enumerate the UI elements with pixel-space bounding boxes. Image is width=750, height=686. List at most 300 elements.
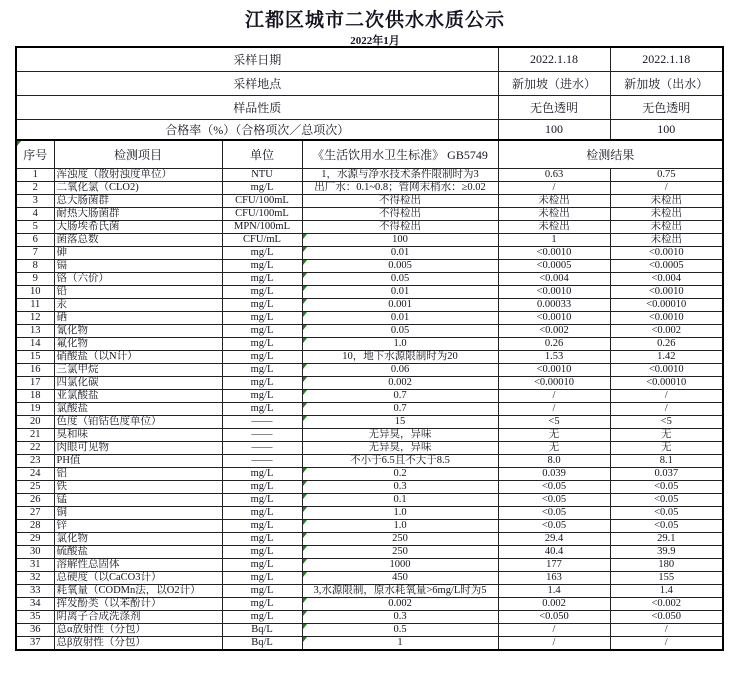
- item-name: 大肠埃希氏菌: [54, 220, 222, 233]
- results-tbody: [16, 168, 723, 650]
- row-number: 33: [16, 584, 54, 597]
- item-name: 肉眼可见物: [54, 441, 222, 454]
- item-name: 汞: [54, 298, 222, 311]
- sampling-date-row: [16, 47, 723, 71]
- row-number: 9: [16, 272, 54, 285]
- result-outlet: <0.0005: [610, 259, 723, 272]
- result-outlet: <0.002: [610, 597, 723, 610]
- item-name: 铬（六价）: [54, 272, 222, 285]
- table-row: [16, 285, 723, 298]
- table-row: [16, 467, 723, 480]
- item-unit: mg/L: [222, 272, 302, 285]
- item-unit: mg/L: [222, 350, 302, 363]
- col-header-no: [16, 140, 54, 168]
- item-unit: CFU/100mL: [222, 207, 302, 220]
- standard-cell: [302, 441, 498, 454]
- excel-flag-icon: [303, 507, 307, 512]
- item-unit: mg/L: [222, 506, 302, 519]
- standard-value: 不小于6.5且不大于8.5: [350, 454, 450, 466]
- item-unit: mg/L: [222, 337, 302, 350]
- result-inlet: 0.26: [498, 337, 610, 350]
- item-unit: mg/L: [222, 610, 302, 623]
- row-number: 31: [16, 558, 54, 571]
- item-name: 镉: [54, 259, 222, 272]
- standard-cell: [302, 181, 498, 194]
- item-unit: mg/L: [222, 402, 302, 415]
- row-number: 36: [16, 623, 54, 636]
- result-inlet: <0.00010: [498, 376, 610, 389]
- standard-value: 1.0: [393, 519, 407, 531]
- item-unit: Bq/L: [222, 636, 302, 650]
- result-inlet: 无: [498, 428, 610, 441]
- item-unit: mg/L: [222, 311, 302, 324]
- item-name: 阴离子合成洗涤剂: [54, 610, 222, 623]
- sample-nature-row: [16, 95, 723, 119]
- excel-flag-icon: [303, 299, 307, 304]
- row-number: 24: [16, 467, 54, 480]
- item-unit: mg/L: [222, 493, 302, 506]
- result-inlet: /: [498, 402, 610, 415]
- row-number: 13: [16, 324, 54, 337]
- sampling-location-label: 采样地点: [16, 71, 498, 95]
- standard-value: 0.2: [393, 467, 407, 479]
- item-name: 臭和味: [54, 428, 222, 441]
- result-inlet: 29.4: [498, 532, 610, 545]
- result-outlet: 无: [610, 441, 723, 454]
- sampling-location-outlet: 新加坡（出水）: [610, 71, 723, 95]
- item-unit: mg/L: [222, 324, 302, 337]
- pass-rate-inlet: 100: [498, 119, 610, 140]
- item-name: 砷: [54, 246, 222, 259]
- item-name: 铁: [54, 480, 222, 493]
- table-row: [16, 324, 723, 337]
- standard-value: 出厂水：0.1~0.8；管网末梢水：≥0.02: [314, 181, 486, 193]
- table-row: [16, 402, 723, 415]
- result-inlet: 0.63: [498, 168, 610, 181]
- row-number: 12: [16, 311, 54, 324]
- item-name: 菌落总数: [54, 233, 222, 246]
- item-unit: mg/L: [222, 597, 302, 610]
- item-unit: mg/L: [222, 532, 302, 545]
- row-number: 4: [16, 207, 54, 220]
- result-outlet: /: [610, 181, 723, 194]
- row-number: 3: [16, 194, 54, 207]
- result-outlet: 0.75: [610, 168, 723, 181]
- item-unit: mg/L: [222, 519, 302, 532]
- result-inlet: <0.0010: [498, 285, 610, 298]
- row-number: 37: [16, 636, 54, 650]
- excel-flag-icon: [303, 611, 307, 616]
- result-inlet: <0.0010: [498, 363, 610, 376]
- result-outlet: /: [610, 389, 723, 402]
- sampling-date-outlet: 2022.1.18: [610, 47, 723, 71]
- result-inlet: <0.002: [498, 324, 610, 337]
- standard-cell: [302, 454, 498, 467]
- excel-flag-icon: [303, 260, 307, 265]
- row-number: 8: [16, 259, 54, 272]
- standard-value: 1.0: [393, 506, 407, 518]
- item-name: 总α放射性（分包）: [54, 623, 222, 636]
- info-section: [16, 47, 723, 168]
- standard-value: 15: [394, 415, 406, 427]
- standard-value: 0.005: [388, 259, 412, 271]
- result-outlet: 180: [610, 558, 723, 571]
- col-header-no-label: 序号: [23, 147, 48, 162]
- excel-flag-icon: [303, 559, 307, 564]
- item-unit: mg/L: [222, 480, 302, 493]
- result-inlet: <0.05: [498, 506, 610, 519]
- table-row: [16, 480, 723, 493]
- table-row: [16, 584, 723, 597]
- table-row: [16, 259, 723, 272]
- result-inlet: 0.002: [498, 597, 610, 610]
- item-unit: ——: [222, 428, 302, 441]
- col-header-unit: 单位: [222, 140, 302, 168]
- table-row: [16, 636, 723, 650]
- row-number: 19: [16, 402, 54, 415]
- item-unit: ——: [222, 441, 302, 454]
- item-name: PH值: [54, 454, 222, 467]
- row-number: 28: [16, 519, 54, 532]
- row-number: 16: [16, 363, 54, 376]
- item-name: 硝酸盐（以N计）: [54, 350, 222, 363]
- excel-flag-icon: [303, 247, 307, 252]
- result-inlet: /: [498, 623, 610, 636]
- item-unit: mg/L: [222, 545, 302, 558]
- item-name: 挥发酚类（以苯酚计）: [54, 597, 222, 610]
- result-inlet: 1: [498, 233, 610, 246]
- item-name: 氯酸盐: [54, 402, 222, 415]
- pass-rate-label: 合格率（%）（合格项次／总项次）: [16, 119, 498, 140]
- result-outlet: 29.1: [610, 532, 723, 545]
- excel-flag-icon: [303, 416, 307, 421]
- standard-cell: [302, 285, 498, 298]
- result-outlet: /: [610, 402, 723, 415]
- table-row: [16, 454, 723, 467]
- result-outlet: 0.26: [610, 337, 723, 350]
- standard-cell: [302, 428, 498, 441]
- table-row: [16, 571, 723, 584]
- table-row: [16, 220, 723, 233]
- standard-cell: [302, 194, 498, 207]
- standard-cell: [302, 363, 498, 376]
- standard-value: 0.002: [388, 376, 412, 388]
- result-inlet: 163: [498, 571, 610, 584]
- item-name: 铅: [54, 285, 222, 298]
- item-name: 硫酸盐: [54, 545, 222, 558]
- excel-flag-icon: [303, 468, 307, 473]
- excel-flag-icon: [303, 598, 307, 603]
- standard-cell: [302, 350, 498, 363]
- page-title: 江都区城市二次供水水质公示: [244, 10, 505, 31]
- result-outlet: 1.42: [610, 350, 723, 363]
- result-outlet: <0.00010: [610, 298, 723, 311]
- standard-cell: [302, 493, 498, 506]
- standard-value: 1.0: [393, 337, 407, 349]
- result-outlet: 未检出: [610, 207, 723, 220]
- table-row: [16, 441, 723, 454]
- row-number: 17: [16, 376, 54, 389]
- result-outlet: <0.0010: [610, 246, 723, 259]
- excel-flag-icon: [303, 312, 307, 317]
- result-outlet: /: [610, 623, 723, 636]
- result-inlet: 1.4: [498, 584, 610, 597]
- standard-cell: [302, 233, 498, 246]
- standard-value: 1000: [389, 558, 411, 570]
- excel-flag-icon: [303, 273, 307, 278]
- standard-value: 1，水源与净水技术条件限制时为3: [321, 168, 479, 180]
- item-unit: CFU/mL: [222, 233, 302, 246]
- result-inlet: 8.0: [498, 454, 610, 467]
- result-outlet: <0.0010: [610, 285, 723, 298]
- row-number: 20: [16, 415, 54, 428]
- result-outlet: <5: [610, 415, 723, 428]
- item-unit: ——: [222, 454, 302, 467]
- item-name: 色度（铂钴色度单位）: [54, 415, 222, 428]
- item-name: 总大肠菌群: [54, 194, 222, 207]
- standard-cell: [302, 480, 498, 493]
- result-inlet: <0.05: [498, 519, 610, 532]
- row-number: 2: [16, 181, 54, 194]
- result-inlet: /: [498, 636, 610, 650]
- item-name: 溶解性总固体: [54, 558, 222, 571]
- item-name: 氯化物: [54, 532, 222, 545]
- excel-flag-icon: [303, 572, 307, 577]
- row-number: 27: [16, 506, 54, 519]
- item-unit: ——: [222, 415, 302, 428]
- table-row: [16, 233, 723, 246]
- item-name: 二氧化氯（CLO2): [54, 181, 222, 194]
- item-unit: CFU/100mL: [222, 194, 302, 207]
- standard-cell: [302, 415, 498, 428]
- table-row: [16, 337, 723, 350]
- table-row: [16, 298, 723, 311]
- standard-value: 0.001: [388, 298, 412, 310]
- result-inlet: <0.0010: [498, 311, 610, 324]
- result-inlet: 未检出: [498, 207, 610, 220]
- standard-value: 不得检出: [379, 194, 421, 206]
- excel-flag-icon: [303, 325, 307, 330]
- standard-value: 0.01: [390, 311, 410, 323]
- result-inlet: 未检出: [498, 220, 610, 233]
- standard-cell: [302, 207, 498, 220]
- standard-cell: [302, 272, 498, 285]
- result-inlet: 1.53: [498, 350, 610, 363]
- pass-rate-outlet: 100: [610, 119, 723, 140]
- table-row: [16, 194, 723, 207]
- row-number: 35: [16, 610, 54, 623]
- sample-nature-label: 样品性质: [16, 95, 498, 119]
- result-outlet: <0.05: [610, 493, 723, 506]
- item-unit: mg/L: [222, 181, 302, 194]
- row-number: 6: [16, 233, 54, 246]
- table-row: [16, 350, 723, 363]
- standard-value: 0.7: [393, 389, 407, 401]
- row-number: 18: [16, 389, 54, 402]
- standard-value: 3,水源限制，原水耗氧量>6mg/L时为5: [313, 584, 487, 596]
- row-number: 11: [16, 298, 54, 311]
- result-inlet: 无: [498, 441, 610, 454]
- water-quality-table: [15, 46, 724, 651]
- standard-cell: [302, 168, 498, 181]
- result-outlet: <0.002: [610, 324, 723, 337]
- row-number: 32: [16, 571, 54, 584]
- standard-value: 0.3: [393, 610, 407, 622]
- item-unit: NTU: [222, 168, 302, 181]
- result-inlet: <0.0005: [498, 259, 610, 272]
- standard-cell: [302, 532, 498, 545]
- standard-cell: [302, 246, 498, 259]
- result-outlet: 155: [610, 571, 723, 584]
- table-row: [16, 272, 723, 285]
- excel-flag-icon: [17, 141, 21, 146]
- sampling-location-inlet: 新加坡（进水）: [498, 71, 610, 95]
- standard-value: 0.06: [390, 363, 410, 375]
- standard-cell: [302, 519, 498, 532]
- result-inlet: <0.050: [498, 610, 610, 623]
- standard-value: 0.3: [393, 480, 407, 492]
- table-row: [16, 246, 723, 259]
- table-row: [16, 597, 723, 610]
- result-outlet: <0.004: [610, 272, 723, 285]
- excel-flag-icon: [303, 364, 307, 369]
- item-unit: mg/L: [222, 259, 302, 272]
- standard-value: 0.05: [390, 272, 410, 284]
- row-number: 34: [16, 597, 54, 610]
- table-row: [16, 311, 723, 324]
- item-unit: mg/L: [222, 389, 302, 402]
- result-outlet: 未检出: [610, 194, 723, 207]
- table-row: [16, 558, 723, 571]
- item-name: 氟化物: [54, 337, 222, 350]
- row-number: 22: [16, 441, 54, 454]
- item-name: 氰化物: [54, 324, 222, 337]
- standard-cell: [302, 506, 498, 519]
- item-unit: mg/L: [222, 467, 302, 480]
- item-unit: mg/L: [222, 571, 302, 584]
- result-inlet: <0.05: [498, 493, 610, 506]
- row-number: 5: [16, 220, 54, 233]
- standard-cell: [302, 584, 498, 597]
- standard-cell: [302, 337, 498, 350]
- row-number: 30: [16, 545, 54, 558]
- row-number: 14: [16, 337, 54, 350]
- sample-nature-inlet: 无色透明: [498, 95, 610, 119]
- table-row: [16, 181, 723, 194]
- table-row: [16, 493, 723, 506]
- table-row: [16, 519, 723, 532]
- standard-cell: [302, 558, 498, 571]
- excel-flag-icon: [303, 377, 307, 382]
- excel-flag-icon: [303, 234, 307, 239]
- table-row: [16, 389, 723, 402]
- standard-cell: [302, 324, 498, 337]
- excel-flag-icon: [303, 403, 307, 408]
- table-row: [16, 207, 723, 220]
- item-unit: Bq/L: [222, 623, 302, 636]
- item-unit: mg/L: [222, 363, 302, 376]
- result-outlet: <0.00010: [610, 376, 723, 389]
- column-header-row: [16, 140, 723, 168]
- item-name: 耐热大肠菌群: [54, 207, 222, 220]
- result-inlet: 0.039: [498, 467, 610, 480]
- standard-cell: [302, 259, 498, 272]
- standard-value: 0.05: [390, 324, 410, 336]
- row-number: 1: [16, 168, 54, 181]
- standard-value: 0.1: [393, 493, 407, 505]
- item-name: 总硬度（以CaCO3计）: [54, 571, 222, 584]
- standard-value: 不得检出: [379, 220, 421, 232]
- excel-flag-icon: [303, 546, 307, 551]
- standard-value: 0.002: [388, 597, 412, 609]
- item-name: 锰: [54, 493, 222, 506]
- result-outlet: <0.0010: [610, 311, 723, 324]
- row-number: 25: [16, 480, 54, 493]
- result-outlet: <0.05: [610, 519, 723, 532]
- row-number: 10: [16, 285, 54, 298]
- sampling-date-inlet: 2022.1.18: [498, 47, 610, 71]
- excel-flag-icon: [303, 520, 307, 525]
- standard-cell: [302, 311, 498, 324]
- result-inlet: /: [498, 181, 610, 194]
- row-number: 29: [16, 532, 54, 545]
- sampling-date-label: 采样日期: [16, 47, 498, 71]
- table-row: [16, 363, 723, 376]
- item-name: 浑浊度（散射浊度单位）: [54, 168, 222, 181]
- pass-rate-row: [16, 119, 723, 140]
- excel-flag-icon: [303, 533, 307, 538]
- result-outlet: 未检出: [610, 220, 723, 233]
- table-row: [16, 545, 723, 558]
- sample-nature-outlet: 无色透明: [610, 95, 723, 119]
- excel-flag-icon: [303, 286, 307, 291]
- table-row: [16, 506, 723, 519]
- table-row: [16, 428, 723, 441]
- result-outlet: 0.037: [610, 467, 723, 480]
- standard-cell: [302, 571, 498, 584]
- item-unit: mg/L: [222, 298, 302, 311]
- item-name: 铝: [54, 467, 222, 480]
- standard-cell: [302, 220, 498, 233]
- standard-value: 250: [392, 532, 408, 544]
- item-name: 亚氯酸盐: [54, 389, 222, 402]
- item-name: 耗氧量（CODMn法，以O2计）: [54, 584, 222, 597]
- excel-flag-icon: [303, 390, 307, 395]
- result-outlet: <0.050: [610, 610, 723, 623]
- standard-cell: [302, 623, 498, 636]
- excel-flag-icon: [303, 481, 307, 486]
- result-outlet: 1.4: [610, 584, 723, 597]
- result-inlet: 未检出: [498, 194, 610, 207]
- standard-cell: [302, 545, 498, 558]
- item-unit: mg/L: [222, 558, 302, 571]
- standard-value: 0.01: [390, 246, 410, 258]
- item-name: 硒: [54, 311, 222, 324]
- standard-value: 0.01: [390, 285, 410, 297]
- table-row: [16, 376, 723, 389]
- row-number: 23: [16, 454, 54, 467]
- standard-value: 无异臭，异味: [368, 441, 432, 453]
- result-inlet: <0.05: [498, 480, 610, 493]
- standard-cell: [302, 389, 498, 402]
- table-row: [16, 532, 723, 545]
- standard-cell: [302, 376, 498, 389]
- row-number: 7: [16, 246, 54, 259]
- row-number: 26: [16, 493, 54, 506]
- result-outlet: 8.1: [610, 454, 723, 467]
- standard-cell: [302, 467, 498, 480]
- standard-value: 450: [392, 571, 408, 583]
